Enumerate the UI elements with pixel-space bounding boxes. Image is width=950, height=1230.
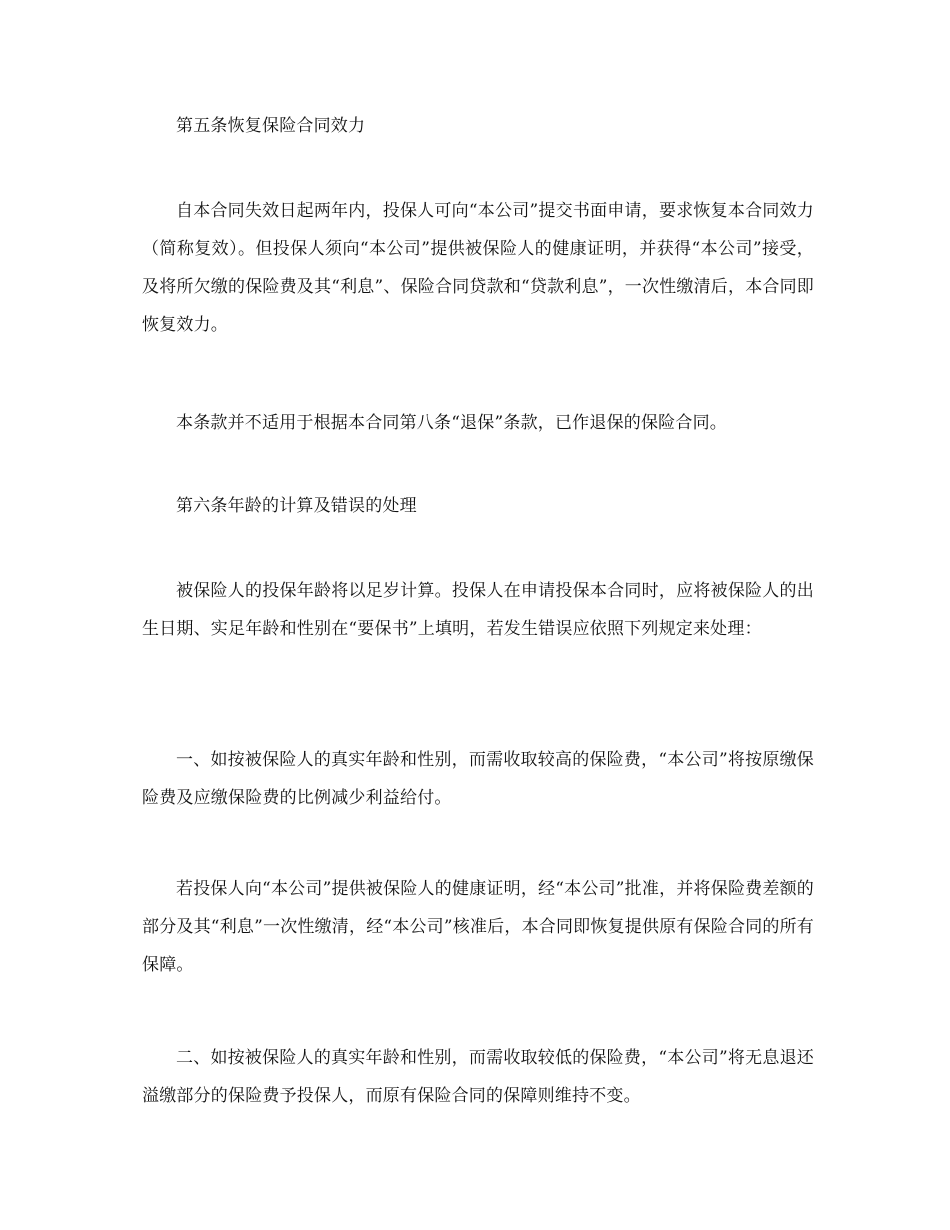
article-6-heading: 第六条年龄的计算及错误的处理 (176, 496, 417, 516)
article-6-paragraph-age-calculation: 被保险人的投保年龄将以足岁计算。投保人在申请投保本合同时，应将被保险人的出生日期、实足年龄和性别在“要保书”上填明，若发生错误应依照下列规定来处理： (142, 581, 814, 639)
article-5-paragraph-exclusion: 本条款并不适用于根据本合同第八条“退保”条款，已作退保的保险合同。 (176, 413, 727, 433)
article-6-item-1: 一、如按被保险人的真实年龄和性别，而需收取较高的保险费，“本公司”将按原缴保险费及应缴保险费的比例减少利益给付。 (142, 750, 814, 808)
article-5-paragraph-reinstatement: 自本合同失效日起两年内，投保人可向“本公司”提交书面申请，要求恢复本合同效力（简称复效）。但投保人须向“本公司”提供被保险人的健康证明，并获得“本公司”接受，及将所欠缴的保险费及其“利息”、保险合同贷款和“贷款利息”，一次性缴清后，本合同即恢复效力。 (142, 201, 814, 335)
article-5-heading: 第五条恢复保险合同效力 (176, 116, 366, 136)
article-6-item-2: 二、如按被保险人的真实年龄和性别，而需收取较低的保险费，“本公司”将无息退还溢缴部分的保险费予投保人，而原有保险合同的保障则维持不变。 (142, 1048, 814, 1106)
article-6-item-1-supplement: 若投保人向“本公司”提供被保险人的健康证明，经“本公司”批准，并将保险费差额的部分及其“利息”一次性缴清，经“本公司”核准后，本合同即恢复提供原有保险合同的所有保障。 (142, 879, 814, 975)
